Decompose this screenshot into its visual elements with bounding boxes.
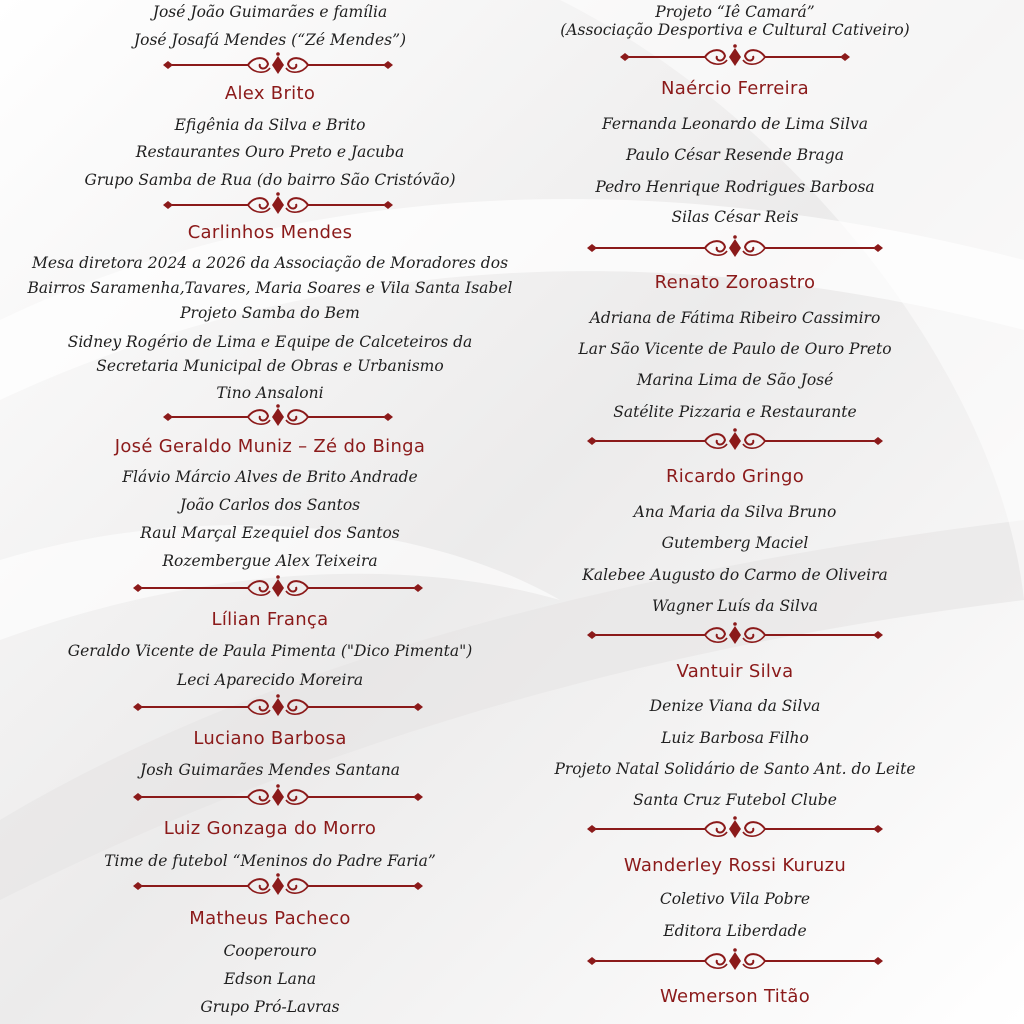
honoree-fernanda-leonardo-de-lima-silva: Fernanda Leonardo de Lima Silva [601, 115, 869, 133]
honoree-geraldo-vicente-de-paula-pimenta-dico-pimenta: Geraldo Vicente de Paula Pimenta ("Dico Pimenta") [67, 642, 473, 660]
ornamental-divider-icon [582, 948, 888, 974]
honoree-coletivo-vila-pobre: Coletivo Vila Pobre [659, 890, 811, 908]
honoree-josh-guimaraes-mendes-santana: Josh Guimarães Mendes Santana [140, 761, 400, 779]
honoree-efigenia-da-silva-e-brito: Efigênia da Silva e Brito [174, 116, 366, 134]
honoree-grupo-samba-de-rua-do-bairro-sao-cristovao: Grupo Samba de Rua (do bairro São Cristóvão) [84, 171, 456, 189]
honoree-luiz-barbosa-filho: Luiz Barbosa Filho [661, 729, 809, 747]
honoree-satelite-pizzaria-e-restaurante: Satélite Pizzaria e Restaurante [613, 403, 857, 421]
ornamental-divider-icon [158, 52, 398, 78]
honoree-leci-aparecido-moreira: Leci Aparecido Moreira [176, 671, 364, 689]
ornamental-divider-icon [582, 428, 888, 454]
right-column [500, 0, 970, 1024]
section-heading-matheus-pacheco: Matheus Pacheco [189, 908, 351, 929]
honoree-restaurantes-ouro-preto-e-jacuba: Restaurantes Ouro Preto e Jacuba [135, 143, 405, 161]
honoree-denize-viana-da-silva: Denize Viana da Silva [649, 697, 821, 715]
honoree-projeto-ie-camara: Projeto “Iê Camará” [655, 3, 815, 21]
section-heading-vantuir-silva: Vantuir Silva [676, 661, 794, 682]
honoree-wagner-luis-da-silva: Wagner Luís da Silva [652, 597, 818, 615]
honoree-projeto-natal-solidario-de-santo-ant-do-leite: Projeto Natal Solidário de Santo Ant. do Leite [554, 760, 916, 778]
section-heading-lilian-franca: Lílian França [211, 609, 329, 630]
honoree-bairros-saramenha-tavares-maria-soares-e-vila-santa-isabel: Bairros Saramenha,Tavares, Maria Soares e Vila Santa Isabel [27, 279, 513, 297]
honoree-silas-cesar-reis: Silas César Reis [671, 208, 799, 226]
section-heading-renato-zoroastro: Renato Zoroastro [654, 272, 816, 293]
section-heading-ricardo-gringo: Ricardo Gringo [665, 466, 805, 487]
honoree-edson-lana: Edson Lana [223, 970, 317, 988]
ornamental-divider-icon [158, 404, 398, 430]
honoree-joao-carlos-dos-santos: João Carlos dos Santos [179, 496, 361, 514]
honoree-projeto-samba-do-bem: Projeto Samba do Bem [180, 304, 360, 322]
honoree-sidney-rogerio-de-lima-e-equipe-de-calceteiros-da: Sidney Rogério de Lima e Equipe de Calceteiros da [67, 333, 473, 351]
ornamental-divider-icon [128, 873, 428, 899]
section-heading-luiz-gonzaga-do-morro: Luiz Gonzaga do Morro [163, 818, 377, 839]
honoree-grupo-pro-lavras: Grupo Pró-Lavras [200, 998, 340, 1016]
section-heading-alex-brito: Alex Brito [224, 83, 316, 104]
honoree-paulo-cesar-resende-braga: Paulo César Resende Braga [626, 146, 844, 164]
ornamental-divider-icon [128, 575, 428, 601]
section-heading-wanderley-rossi-kuruzu: Wanderley Rossi Kuruzu [623, 855, 847, 876]
honoree-gutemberg-maciel: Gutemberg Maciel [661, 534, 809, 552]
honoree-raul-marcal-ezequiel-dos-santos: Raul Marçal Ezequiel dos Santos [140, 524, 400, 542]
honoree-adriana-de-fatima-ribeiro-cassimiro: Adriana de Fátima Ribeiro Cassimiro [589, 309, 881, 327]
ornamental-divider-icon [128, 784, 428, 810]
honoree-pedro-henrique-rodrigues-barbosa: Pedro Henrique Rodrigues Barbosa [595, 178, 875, 196]
honoree-time-de-futebol-meninos-do-padre-faria: Time de futebol “Meninos do Padre Faria” [104, 852, 436, 870]
honoree-editora-liberdade: Editora Liberdade [663, 922, 807, 940]
honoree-flavio-marcio-alves-de-brito-andrade: Flávio Márcio Alves de Brito Andrade [122, 468, 418, 486]
section-heading-jose-geraldo-muniz-ze-do-binga: José Geraldo Muniz – Zé do Binga [114, 436, 426, 457]
honoree-associacao-desportiva-e-cultural-cativeiro: (Associação Desportiva e Cultural Cativeiro) [560, 21, 910, 39]
ornamental-divider-icon [582, 235, 888, 261]
honoree-santa-cruz-futebol-clube: Santa Cruz Futebol Clube [633, 791, 837, 809]
honoree-secretaria-municipal-de-obras-e-urbanismo: Secretaria Municipal de Obras e Urbanismo [96, 357, 444, 375]
honoree-tino-ansaloni: Tino Ansaloni [216, 384, 324, 402]
ornamental-divider-icon [158, 192, 398, 218]
honoree-ana-maria-da-silva-bruno: Ana Maria da Silva Bruno [633, 503, 837, 521]
section-heading-carlinhos-mendes: Carlinhos Mendes [187, 222, 353, 243]
ornamental-divider-icon [582, 816, 888, 842]
section-heading-wemerson-titao: Wemerson Titão [659, 986, 811, 1007]
honoree-rozembergue-alex-teixeira: Rozembergue Alex Teixeira [162, 552, 378, 570]
section-heading-naercio-ferreira: Naércio Ferreira [660, 78, 810, 99]
section-heading-luciano-barbosa: Luciano Barbosa [193, 728, 347, 749]
honoree-cooperouro: Cooperouro [223, 942, 317, 960]
ornamental-divider-icon [582, 622, 888, 648]
honoree-jose-josafa-mendes-ze-mendes: José Josafá Mendes (“Zé Mendes”) [133, 31, 407, 49]
ornamental-divider-icon [128, 694, 428, 720]
honoree-kalebee-augusto-do-carmo-de-oliveira: Kalebee Augusto do Carmo de Oliveira [582, 566, 888, 584]
honoree-jose-joao-guimaraes-e-familia: José João Guimarães e família [152, 3, 388, 21]
ornamental-divider-icon [615, 44, 855, 70]
honoree-lar-sao-vicente-de-paulo-de-ouro-preto: Lar São Vicente de Paulo de Ouro Preto [578, 340, 892, 358]
honoree-mesa-diretora-2024-a-2026-da-associacao-de-moradores-dos: Mesa diretora 2024 a 2026 da Associação de Moradores dos [31, 254, 509, 272]
honoree-marina-lima-de-sao-jose: Marina Lima de São José [636, 371, 834, 389]
